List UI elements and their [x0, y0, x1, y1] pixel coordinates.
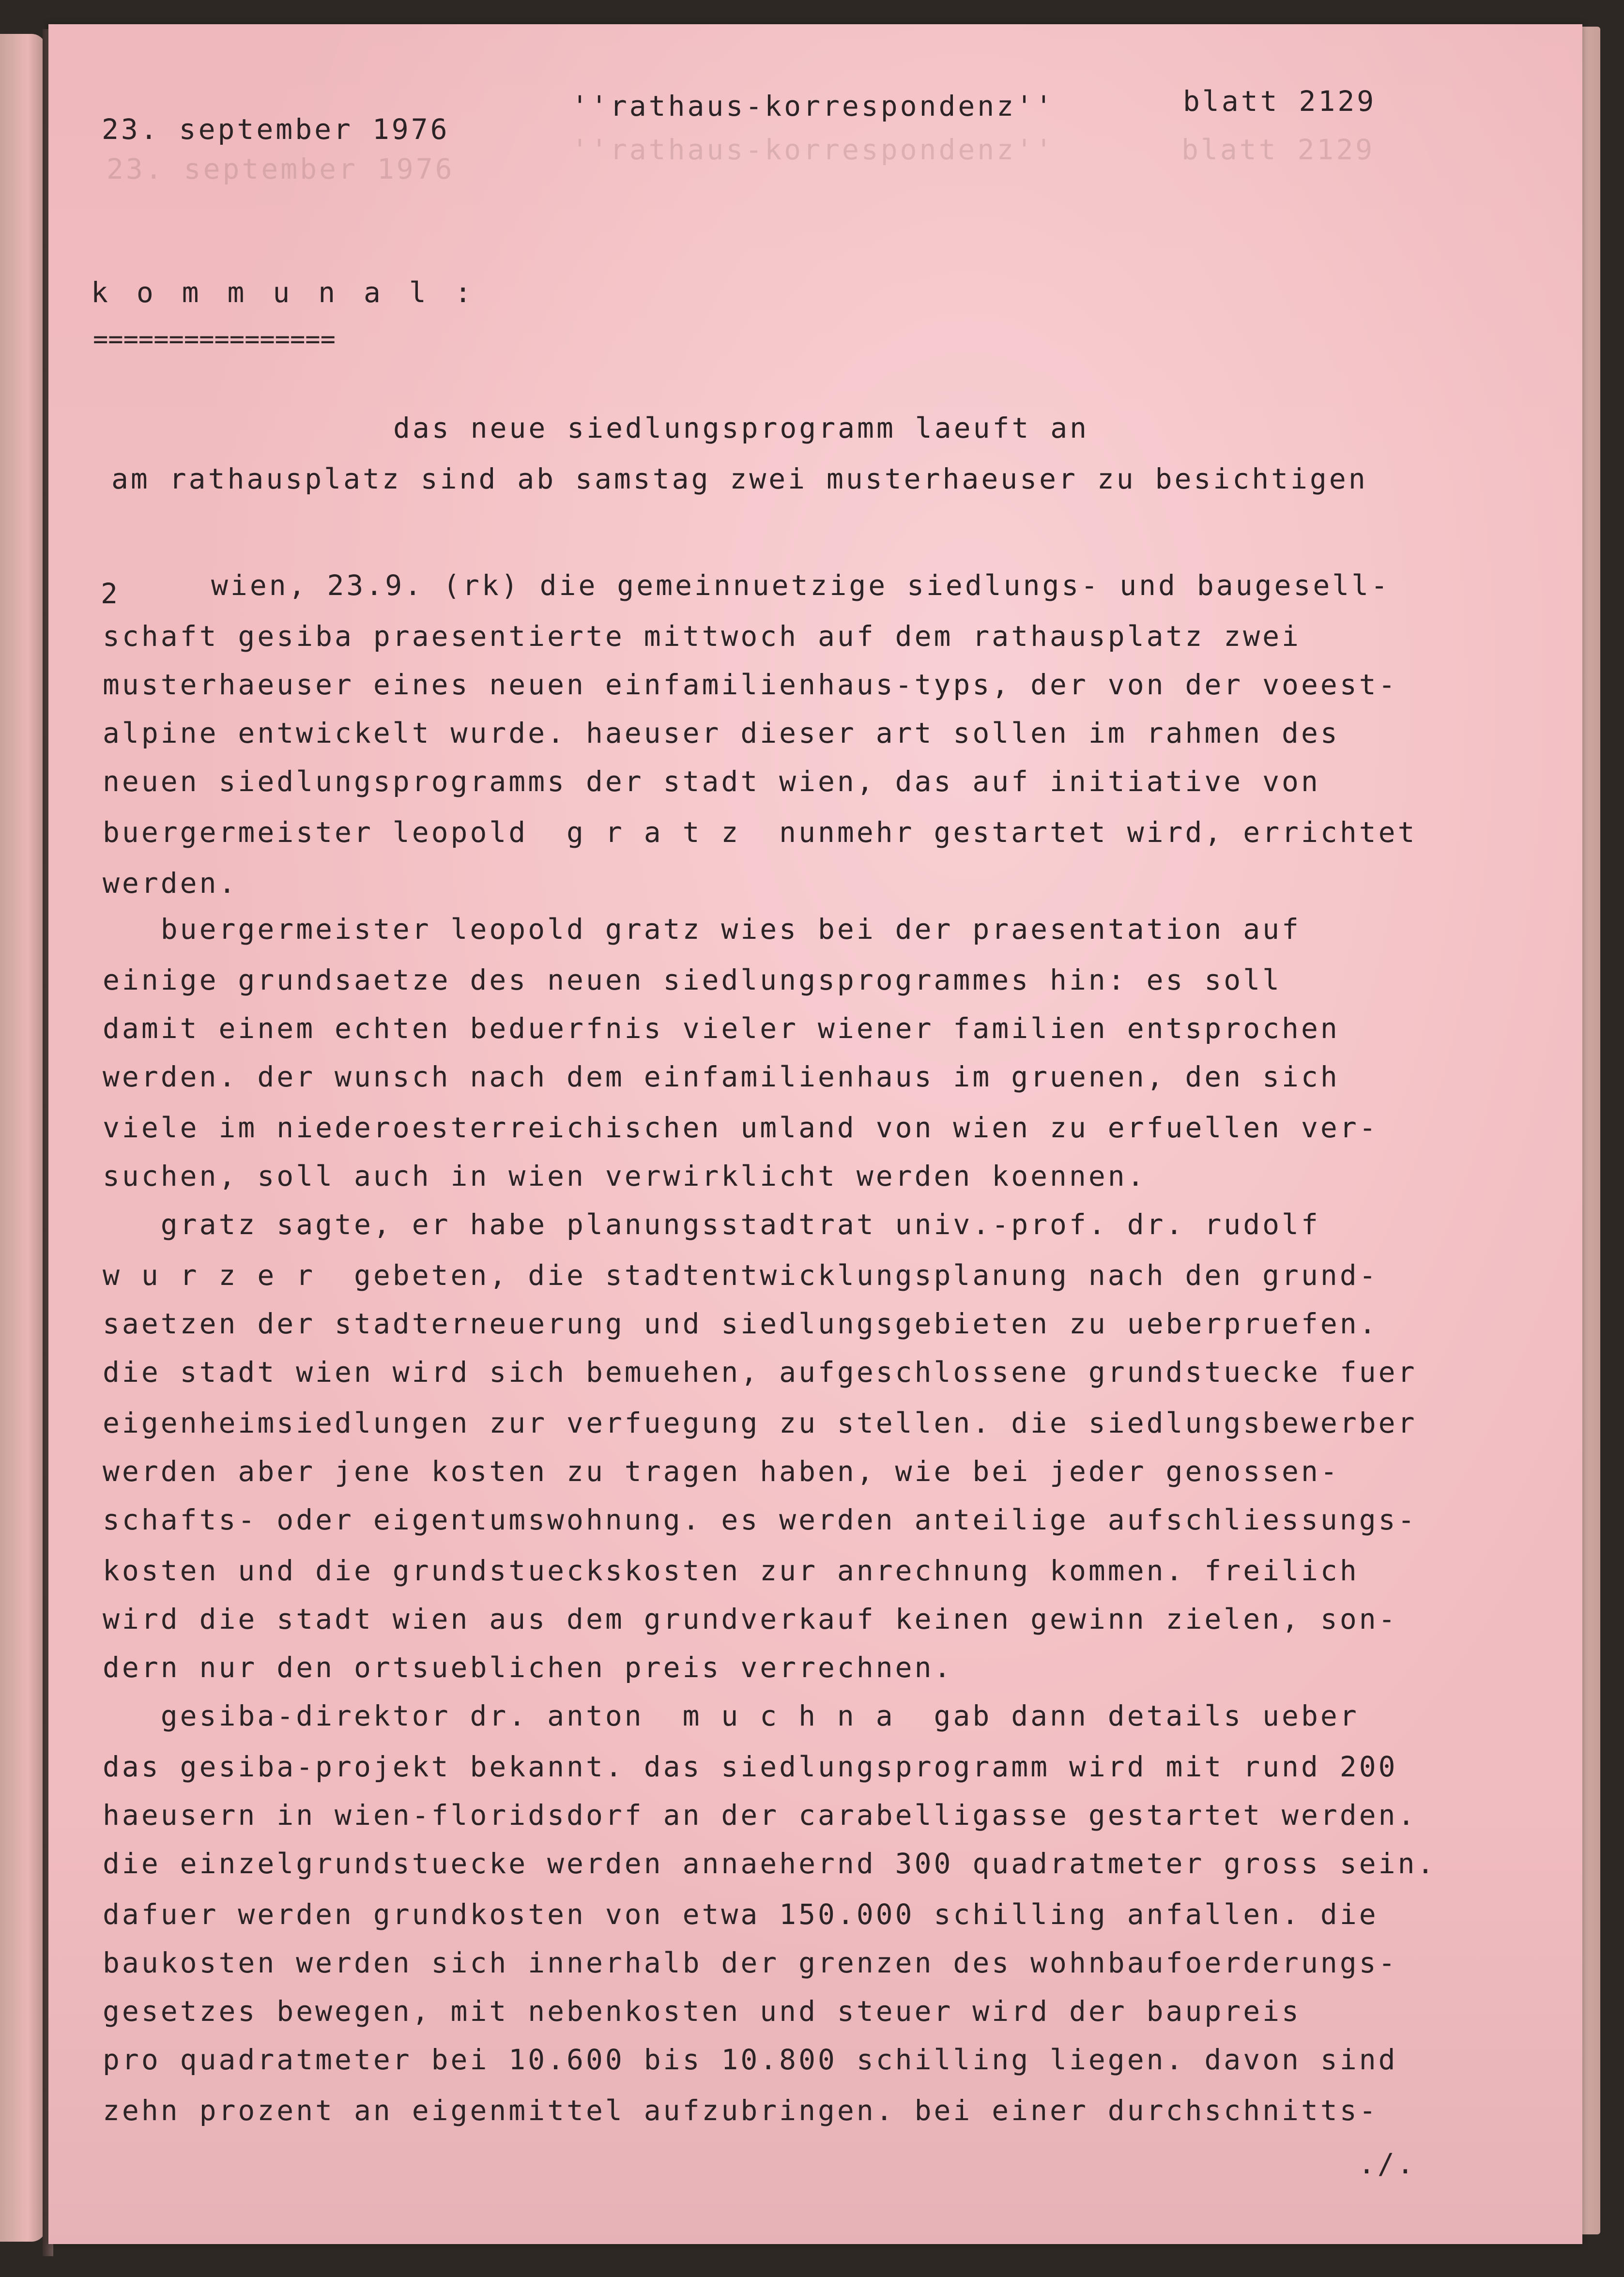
- ghost-date: 23. september 1976: [107, 153, 455, 185]
- continuation-mark: ./.: [1358, 2147, 1416, 2180]
- article-line: das gesiba-projekt bekannt. das siedlungsprogramm wird mit rund 200: [103, 1750, 1398, 1783]
- article-line: kosten und die grundstueckskosten zur anrechnung kommen. freilich: [103, 1554, 1359, 1587]
- article-line: gesetzes bewegen, mit nebenkosten und steuer wird der baupreis: [103, 1995, 1301, 2028]
- article-line: dern nur den ortsueblichen preis verrechnen.: [103, 1651, 953, 1684]
- article-line: werden aber jene kosten zu tragen haben, wie bei jeder genossen-: [103, 1455, 1340, 1488]
- article-line: werden. der wunsch nach dem einfamilienhaus im gruenen, den sich: [103, 1060, 1340, 1093]
- article-line: gesiba-direktor dr. anton m u c h n a gab dann details ueber: [103, 1699, 1359, 1732]
- article-line: die einzelgrundstuecke werden annaehernd 300 quadratmeter gross sein.: [103, 1847, 1437, 1880]
- article-subheadline: am rathausplatz sind ab samstag zwei musterhaeuser zu besichtigen: [111, 462, 1368, 495]
- header-page-label: blatt 2129: [1183, 85, 1377, 118]
- article-headline: das neue siedlungsprogramm laeuft an: [393, 412, 1089, 444]
- article-line: schaft gesiba praesentierte mittwoch auf dem rathausplatz zwei: [103, 620, 1301, 653]
- section-underline: ================: [93, 325, 336, 354]
- article-line: dafuer werden grundkosten von etwa 150.000 schilling anfallen. die: [103, 1898, 1379, 1931]
- article-line: zehn prozent an eigenmittel aufzubringen. bei einer durchschnitts-: [103, 2094, 1379, 2127]
- article-line: musterhaeuser eines neuen einfamilienhaus-typs, der von der voeest-: [103, 668, 1398, 701]
- ghost-publication: ''rathaus-korrespondenz'': [571, 133, 1055, 166]
- article-line: suchen, soll auch in wien verwirklicht werden koennen.: [103, 1160, 1147, 1192]
- typed-page: [48, 24, 1582, 2244]
- article-line: damit einem echten beduerfnis vieler wiener familien entsprochen: [103, 1012, 1340, 1045]
- header-publication: ''rathaus-korrespondenz'': [571, 90, 1055, 122]
- margin-number: 2: [101, 577, 120, 610]
- previous-page-edge: [0, 34, 46, 2242]
- article-line: w u r z e r gebeten, die stadtentwicklungsplanung nach den grund-: [103, 1259, 1379, 1292]
- article-line: buergermeister leopold g r a t z nunmehr gestartet wird, errichtet: [103, 816, 1417, 849]
- article-line: einige grundsaetze des neuen siedlungsprogrammes hin: es soll: [103, 963, 1282, 996]
- article-line: werden.: [103, 867, 238, 900]
- article-line: gratz sagte, er habe planungsstadtrat univ.-prof. dr. rudolf: [103, 1208, 1320, 1241]
- article-line: saetzen der stadterneuerung und siedlungsgebieten zu ueberpruefen.: [103, 1307, 1379, 1340]
- header-date: 23. september 1976: [102, 113, 450, 146]
- article-line: neuen siedlungsprogramms der stadt wien, das auf initiative von: [103, 765, 1320, 798]
- article-line: alpine entwickelt wurde. haeuser dieser art sollen im rahmen des: [103, 717, 1340, 749]
- article-line: schafts- oder eigentumswohnung. es werden anteilige aufschliessungs-: [103, 1503, 1417, 1536]
- article-line: wird die stadt wien aus dem grundverkauf keinen gewinn zielen, son-: [103, 1603, 1398, 1635]
- article-line: pro quadratmeter bei 10.600 bis 10.800 schilling liegen. davon sind: [103, 2043, 1398, 2076]
- section-label: k o m m u n a l :: [91, 276, 477, 309]
- article-line: baukosten werden sich innerhalb der grenzen des wohnbaufoerderungs-: [103, 1946, 1398, 1979]
- article-line: haeusern in wien-floridsdorf an der carabelligasse gestartet werden.: [103, 1799, 1417, 1832]
- article-line: die stadt wien wird sich bemuehen, aufgeschlossene grundstuecke fuer: [103, 1356, 1417, 1389]
- article-line: eigenheimsiedlungen zur verfuegung zu stellen. die siedlungsbewerber: [103, 1406, 1417, 1439]
- ghost-page-label: blatt 2129: [1181, 133, 1375, 166]
- article-line: wien, 23.9. (rk) die gemeinnuetzige siedlungs- und baugesell-: [211, 569, 1391, 602]
- article-line: buergermeister leopold gratz wies bei der praesentation auf: [103, 913, 1301, 946]
- article-line: viele im niederoesterreichischen umland von wien zu erfuellen ver-: [103, 1111, 1379, 1144]
